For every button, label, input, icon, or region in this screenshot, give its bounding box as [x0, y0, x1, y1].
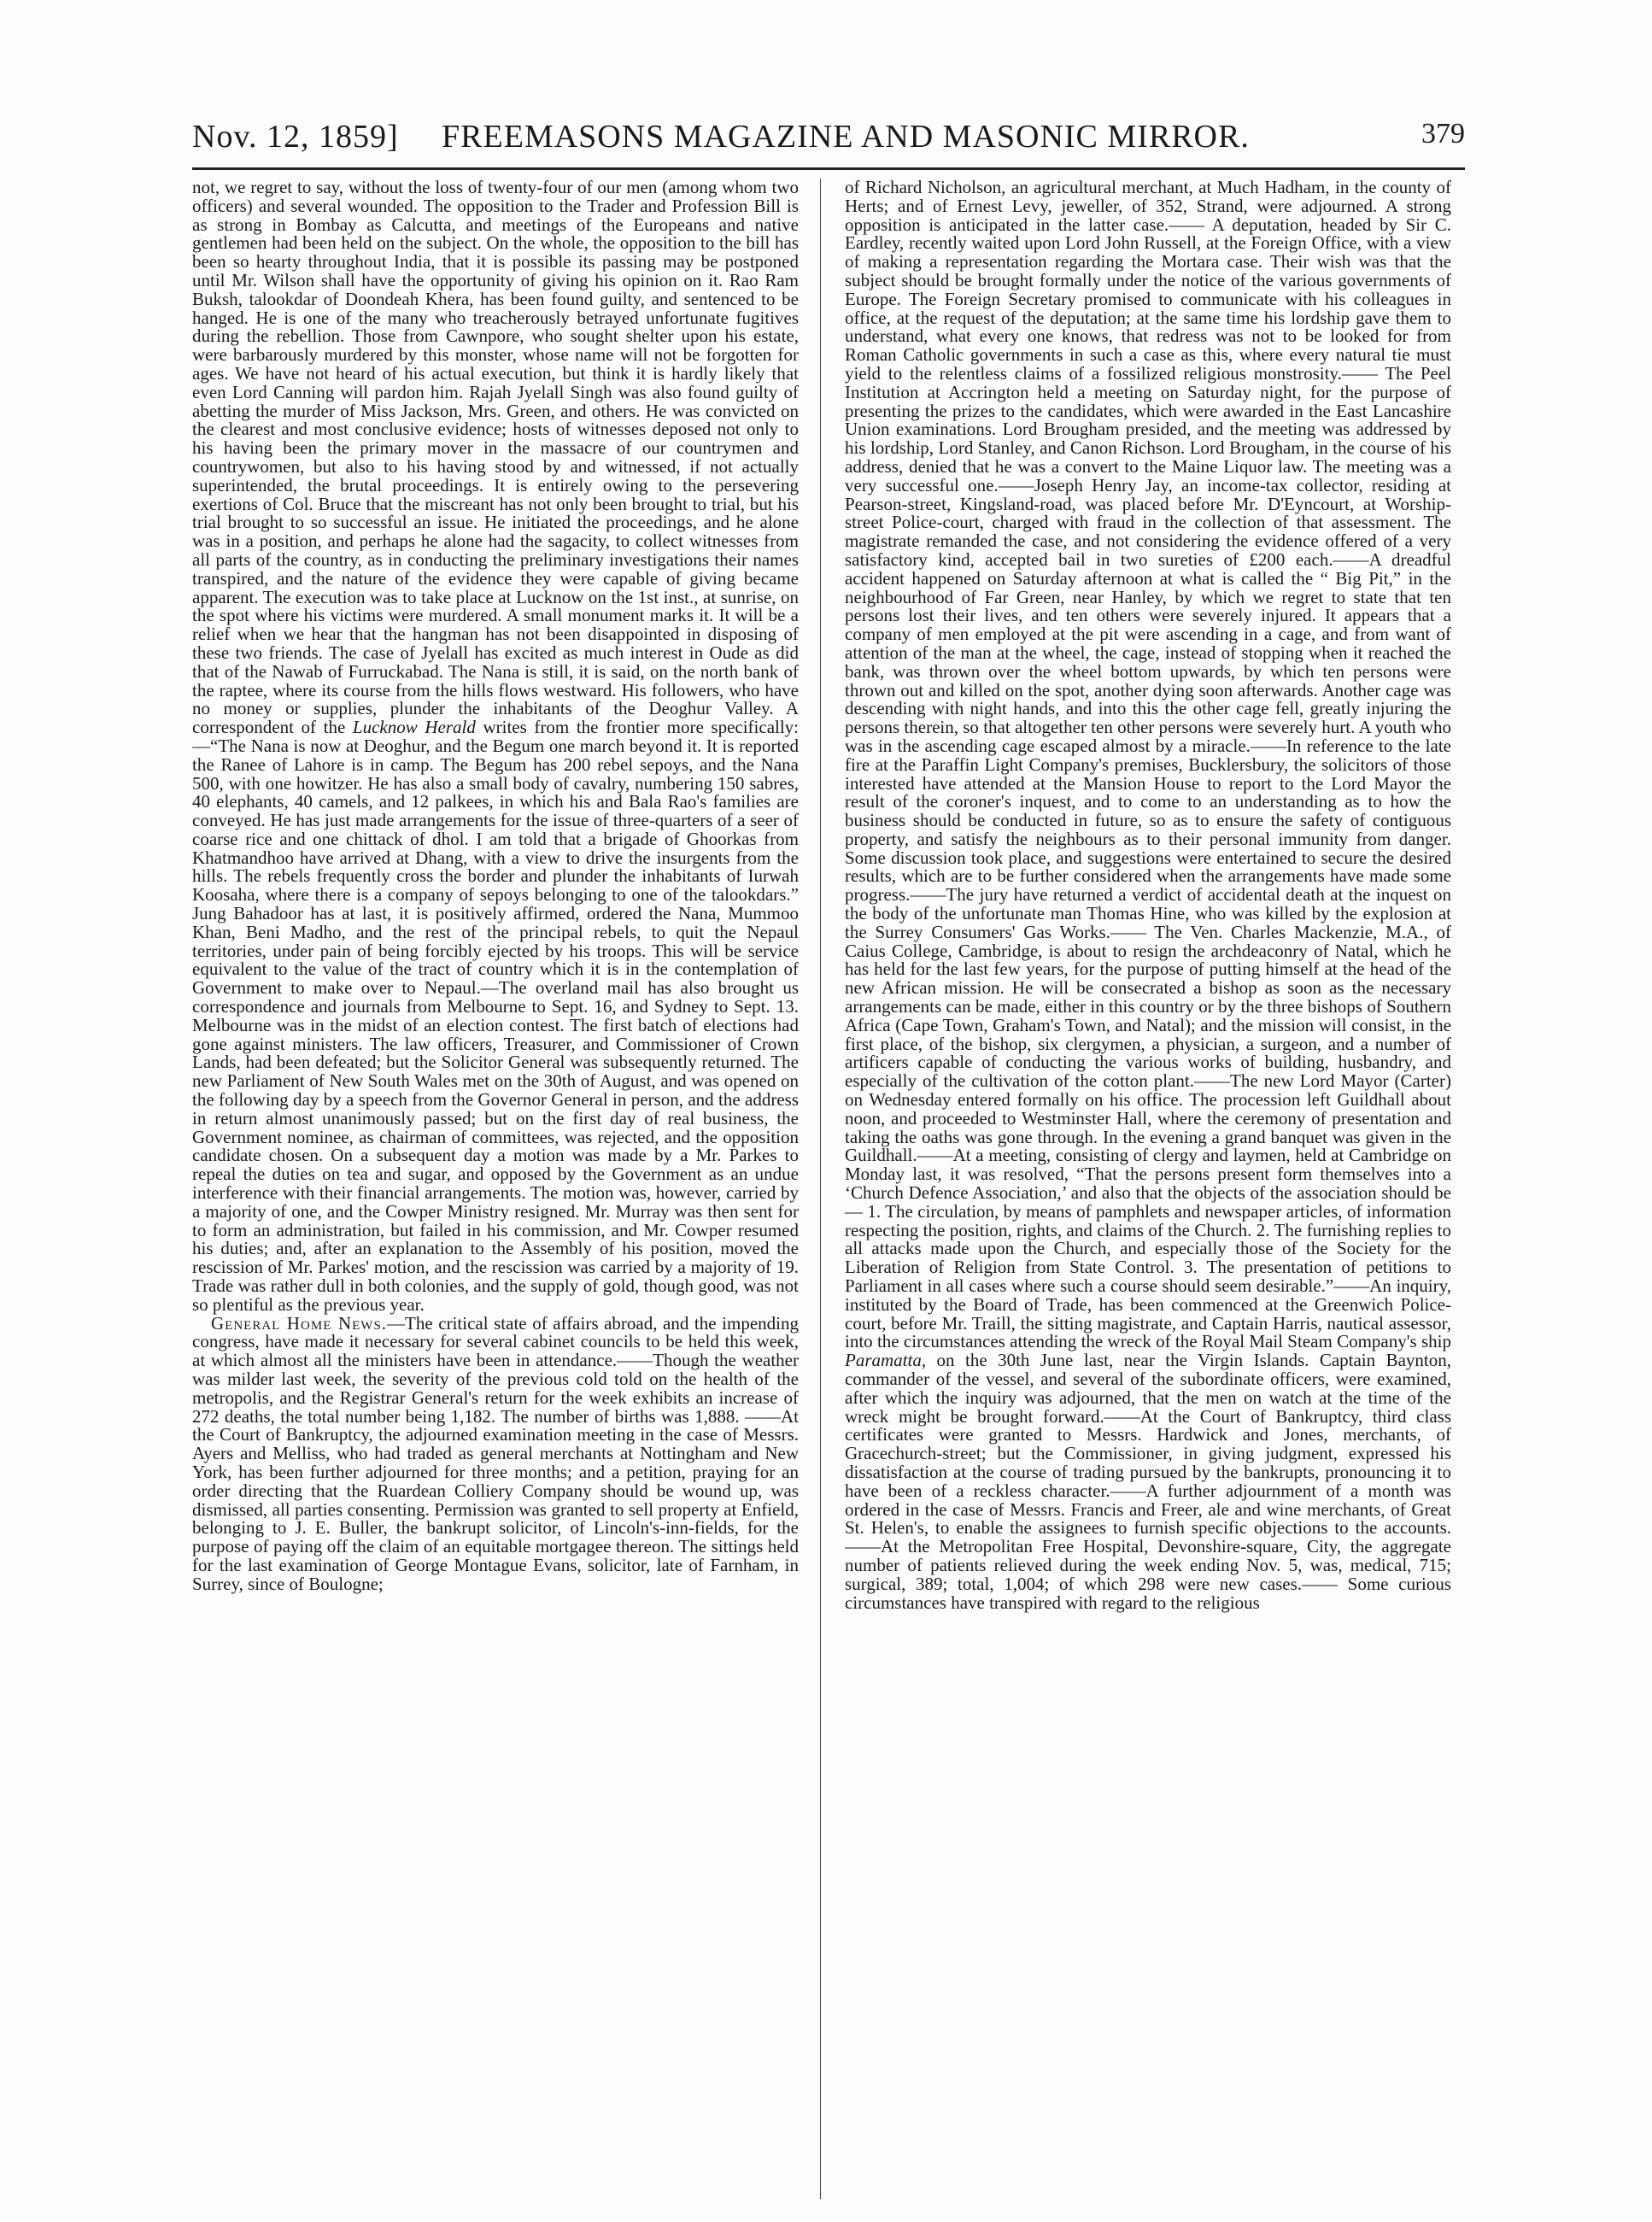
page-number: 379	[1421, 118, 1465, 150]
section-heading: General Home News.	[211, 1312, 388, 1334]
page-header	[192, 118, 1465, 166]
paragraph-text: on the 30th June last, near the Virgin Islands. Captain Baynton, commander of the vessel, and several of the subordinate officers, were examined, after which the inquiry was adjourned, that the men on watch at the time of the wreck might be brought forward.——At the Court of Bankruptcy, third class certificates were granted to Messrs. Hardwick and Jones, merchants, of Gracechurch-street; but the Commissioner, in giving judgment, expressed his dissatisfaction at the course of trading pursued by the bankrupts, pronouncing it to have been of a reckless character.——A further adjournment of a month was ordered in the case of Messrs. Francis and Freer, ale and wine merchants, of Great St. Helen's, to enable the assignees to furnish specific objections to the accounts.——At the Metropolitan Free Hospital, Devonshire-square, City, the aggregate number of patients relieved during the week ending Nov. 5, was, medical, 715; surgical, 389; total, 1,004; of which 298 were new cases.—— Some curious circumstances have transpired with regard to the religious	[845, 1350, 1451, 1613]
column-divider	[820, 179, 821, 2199]
issue-date: Nov. 12, 1859]	[192, 119, 399, 155]
newspaper-name: Lucknow Herald	[352, 717, 476, 738]
header-rule	[192, 167, 1465, 170]
paragraph-text: of Richard Nicholson, an agricultural merchant, at Much Hadham, in the county of Herts; and of Ernest Levy, jeweller, of 352, Strand, were adjourned. A strong opposition is anticipated in the latter case.—— A deputation, headed by Sir C. Eardley, recently waited upon Lord John Russell, at the Foreign Office, with a view of making a representation regarding the Mortara case. Their wish was that the subject should be brought formally under the notice of the various governments of Europe. The Foreign Secretary promised to communicate with his colleagues in office, at the request of the deputation; at the same time his lordship gave them to understand, what every one knows, that redress was not to be looked for from Roman Catholic governments in such a case as this, where every natural tie must yield to the relentless claims of a fossilized religious monstrosity.—— The Peel Institution at Accrington held a meeting on Saturday night, for the purpose of presenting the prizes to the candidates, which were awarded in the East Lancashire Union examinations. Lord Brougham presided, and the meeting was addressed by his lordship, Lord Stanley, and Canon Richson. Lord Brougham, in the course of his address, denied that he was a convert to the Maine Liquor law. The meeting was a very successful one.——Joseph Henry Jay, an income-tax collector, residing at Pearson-street, Kingsland-road, was placed before Mr. D'Eyncourt, at Worship-street Police-court, charged with fraud in the collection of that assessment. The magistrate remanded the case, and not considering the evidence offered of a very satisfactory kind, accepted bail in two sureties of £200 each.——A dreadful accident happened on Saturday afternoon at what is called the “ Big Pit,” in the neighbourhood of Far Green, near Hanley, by which we regret to state that ten persons lost their lives, and ten others were severely injured. It appears that a company of men employed at the pit were ascending in a cage, and from want of attention of the man at the wheel, the cage, instead of stopping when it reached the bank, was thrown over the wheel bottom upwards, by which ten persons were thrown out and killed on the spot, another dying soon afterwards. Another cage was descending with night hands, and into this the other cage fell, greatly injuring the persons therein, so that altogether ten other persons were severely hurt. A youth who was in the ascending cage escaped almost by a miracle.——In reference to the late fire at the Paraffin Light Company's premises, Bucklersbury, the solicitors of those interested have attended at the Mansion House to report to the Lord Mayor the result of the coroner's inquest, and to come to an understanding as to how the business should be conducted in future, so as to ensure the safety of contiguous property, and satisfy the neighbours as to their personal immunity from danger. Some discussion took place, and suggestions were entertained to secure the desired results, which are to be further considered when the arrangements have made some progress.——The jury have returned a verdict of accidental death at the inquest on the body of the unfortunate man Thomas Hine, who was killed by the explosion at the Surrey Consumers' Gas Works.—— The Ven. Charles Mackenzie, M.A., of Caius College, Cambridge, is about to resign the archdeaconry of Natal, which he has held for the last few years, for the purpose of putting himself at the head of the new African mission. He will be consecrated a bishop as soon as the necessary arrangements can be made, either in this country or by the three bishops of Southern Africa (Cape Town, Graham's Town, and Natal); and the mission will consist, in the first place, of the bishop, six clergymen, a physician, a surgeon, and a number of artificers capable of conducting the various works of building, husbandry, and especially of the cultivation of the cotton plant.——The new Lord Mayor (Carter) on Wednesday entered formally on his office. The procession left Guildhall about noon, and proceeded to Westminster Hall, where the ceremony of presentation and taking the oaths was gone through. In the evening a grand banquet was given in the Guildhall.——At a meeting, consisting of clergy and laymen, held at Cambridge on Monday last, it was resolved, “That the persons present form themselves into a ‘Church Defence Association,’ and also that the objects of the association should be— 1. The circulation, by means of pamphlets and newspaper articles, of information respecting the position, rights, and claims of the Church. 2. The furnishing replies to all attacks made upon the Church, and especially those of the Society for the Liberation of Religion from State Control. 3. The presentation of petitions to Parliament in all cases where such a course should seem desirable.”——An inquiry, instituted by the Board of Trade, has been commenced at the Greenwich Police-court, before Mr. Traill, the sitting magistrate, and Captain Harris, nautical assessor, into the circumstances attending the wreck of the Royal Mail Steam Company's ship	[845, 179, 1451, 1352]
right-column	[845, 179, 1451, 2199]
article-paragraph	[845, 179, 1451, 1612]
paragraph-text: not, we regret to say, without the loss of twenty-four of our men (among whom two officers) and several wounded. The opposition to the Trader and Profession Bill is as strong in Bombay as Calcutta, and meetings of the Europeans and native gentlemen had been held on the subject. On the whole, the opposition to the bill has been so hearty throughout India, that it is possible its passing may be postponed until Mr. Wilson shall have the opportunity of giving his opinion on it. Rao Ram Buksh, talookdar of Doondeah Khera, has been found guilty, and sentenced to be hanged. He is one of the many who treacherously betrayed unfortunate fugitives during the rebellion. Those from Cawnpore, who sought shelter upon his estate, were barbarously murdered by this monster, whose name will not be forgotten for ages. We have not heard of his actual execution, but think it is hardly likely that even Lord Canning will pardon him. Rajah Jyelall Singh was also found guilty of abetting the murder of Miss Jackson, Mrs. Green, and others. He was convicted on the clearest and most conclusive evidence; hosts of witnesses deposed not only to his having been the primary mover in the massacre of our countrymen and countrywomen, but also to his having stood by and witnessed, if not actually superintended, the brutal proceedings. It is entirely owing to the persevering exertions of Col. Bruce that the miscreant has not only been brought to trial, but his trial brought to so successful an issue. He initiated the proceedings, and he alone was in a position, and perhaps he alone had the sagacity, to collect witnesses from all parts of the country, as in conducting the preliminary investigations their names transpired, and the nature of the evidence they were capable of giving became apparent. The execution was to take place at Lucknow on the 1st inst., at sunrise, on the spot where his victims were murdered. A small monument marks it. It will be a relief when we hear that the hangman has not been disappointed in disposing of these two friends. The case of Jyelall has excited as much interest in Oude as did that of the Nawab of Furruckabad. The Nana is still, it is said, on the north bank of the raptee, where its course from the hills flows westward. His followers, who have no money or supplies, plunder the inhabitants of the Deoghur Valley. A correspondent of the	[192, 179, 799, 738]
ship-name: Paramatta,	[845, 1350, 927, 1371]
publication-title: FREEMASONS MAGAZINE AND MASONIC MIRROR.	[442, 119, 1250, 155]
paragraph-text: —The critical state of affairs abroad, and the impending congress, have made it necessary for several cabinet councils to be held this week, at which almost all the ministers have been in attendance.——Though the weather was milder last week, the severity of the previous cold told on the health of the metropolis, and the Registrar General's return for the week exhibits an increase of 272 deaths, the total number being 1,182. The number of births was 1,888. ——At the Court of Bankruptcy, the adjourned examination meeting in the case of Messrs. Ayers and Melliss, who had traded as general merchants at Nottingham and New York, has been further adjourned for three months; and a petition, praying for an order directing that the Ruardean Colliery Company should be wound up, was dismissed, all parties consenting. Permission was granted to sell property at Enfield, belonging to J. E. Buller, the bankrupt solicitor, of Lincoln's-inn-fields, for the purpose of paying off the claim of an equitable mortgagee thereon. The sittings held for the last examination of George Montague Evans, solicitor, late of Farnham, in Surrey, since of Boulogne;	[192, 1312, 799, 1594]
left-column	[192, 179, 799, 2199]
article-paragraph	[192, 1312, 799, 1594]
article-paragraph	[192, 179, 799, 1315]
paragraph-text: writes from the frontier more specifically:—“The Nana is now at Deoghur, and the Begum one march beyond it. It is reported the Ranee of Lahore is in camp. The Begum has 200 rebel sepoys, and the Nana 500, with one howitzer. He has also a small body of cavalry, numbering 150 sabres, 40 elephants, 40 camels, and 12 palkees, in which his and Bala Rao's families are conveyed. He has just made arrangements for the issue of three-quarters of a seer of coarse rice and one chittack of dhol. I am told that a brigade of Ghoorkas from Khatmandhoo have arrived at Dhang, with a view to drive the insurgents from the hills. The rebels frequently cross the border and plunder the inhabitants of Iurwah Koosaha, where there is a company of sepoys belonging to one of the talookdars.” Jung Bahadoor has at last, it is positively affirmed, ordered the Nana, Mummoo Khan, Beni Madho, and the rest of the principal rebels, to quit the Nepaul territories, under pain of being forcibly ejected by his troops. This will be service equivalent to the value of the tract of country which it is in the contemplation of Government to make over to Nepaul.—The overland mail has also brought us correspondence and journals from Melbourne to Sept. 16, and Sydney to Sept. 13. Melbourne was in the midst of an election contest. The first batch of elections had gone against ministers. The law officers, Treasurer, and Commissioner of Crown Lands, had been defeated; but the Solicitor General was subsequently returned. The new Parliament of New South Wales met on the 30th of August, and was opened on the following day by a speech from the Governor General in person, and the address in return almost unanimously passed; but on the first day of real business, the Government nominee, as chairman of committees, was rejected, and the opposition candidate chosen. On a subsequent day a motion was made by a Mr. Parkes to repeal the duties on tea and sugar, and opposed by the Government as an undue interference with their financial arrangements. The motion was, however, carried by a majority of one, and the Cowper Ministry resigned. Mr. Murray was then sent for to form an administration, but failed in his commission, and Mr. Cowper resumed his duties; and, after an explanation to the Assembly of his position, moved the rescission of Mr. Parkes' motion, and the rescission was carried by a majority of 19. Trade was rather dull in both colonies, and the supply of gold, though good, was not so plentiful as the previous year.	[192, 717, 799, 1315]
